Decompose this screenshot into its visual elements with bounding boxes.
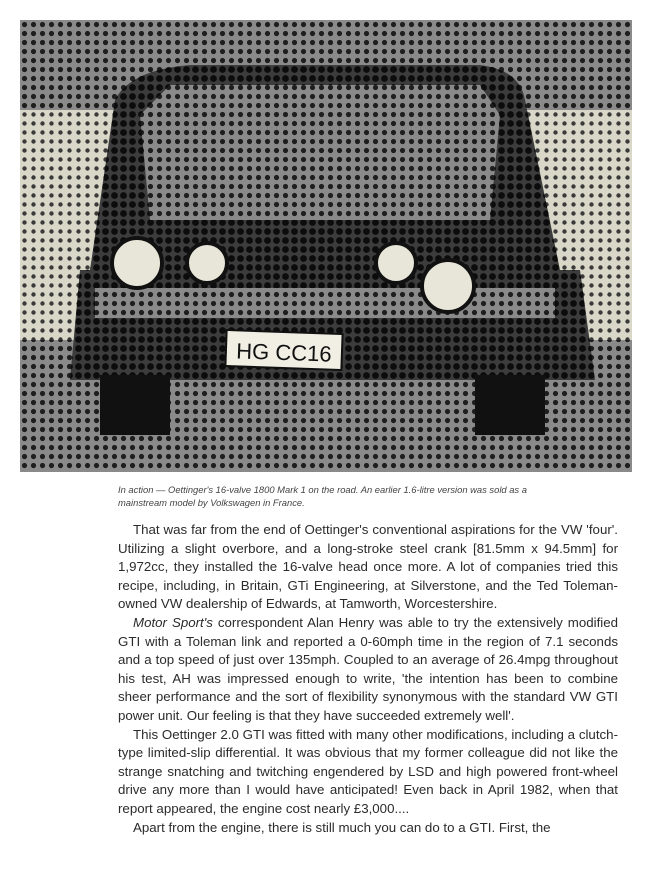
paragraph-1: That was far from the end of Oettinger's conventional aspirations for the VW 'four'. Utilizing a slight overbore, and a long-stroke steel crank [81.5mm x 94.5mm] for 1,972cc, they installed the 16-valve head once more. A lot of companies tried this recipe, including, in Britain, GTi Engineering, at Silverstone, and the Ted Toleman-owned VW dealership of Edwards, at Tamworth, Worcestershire. bbox=[118, 522, 618, 612]
number-plate: HG CC16 bbox=[235, 338, 332, 367]
car-photo bbox=[20, 20, 632, 472]
paragraph-2-text: correspondent Alan Henry was able to try the extensively modified GTI with a Toleman link and reported a 0-60mph time in the region of 7.1 seconds and a top speed of just over 135mph. Coupled to an average of 26.4mpg throughout his test, AH was impressed enough to write, 'the intention has been to combine sheer performance and the sort of flexibility synonymous with the standard VW GTI power unit. Our feeling is that they have succeeded extremely well'. bbox=[118, 614, 619, 723]
caption-line-1: In action — Oettinger's 16-valve 1800 Mark 1 on the road. An earlier 1.6-litre version was sold as a bbox=[118, 484, 527, 495]
paragraph-4: Apart from the engine, there is still much you can do to a GTI. First, the bbox=[133, 819, 551, 835]
paragraph-3: This Oettinger 2.0 GTI was fitted with many other modifications, including a clutch-type limited-slip differential. It was obvious that my former colleague did not like the strange snatching and twitching engendered by LSD and high powered front-wheel drive any more than I would have anticipated! Even back in April 1982, when that report appeared, the engine cost nearly £3,000.... bbox=[118, 726, 618, 816]
photo-caption bbox=[118, 483, 588, 509]
paragraph-2 bbox=[118, 614, 618, 726]
publication-name: Motor Sport's bbox=[133, 614, 213, 630]
article-body bbox=[118, 521, 618, 837]
caption-line-2: mainstream model by Volkswagen in France. bbox=[118, 497, 305, 508]
